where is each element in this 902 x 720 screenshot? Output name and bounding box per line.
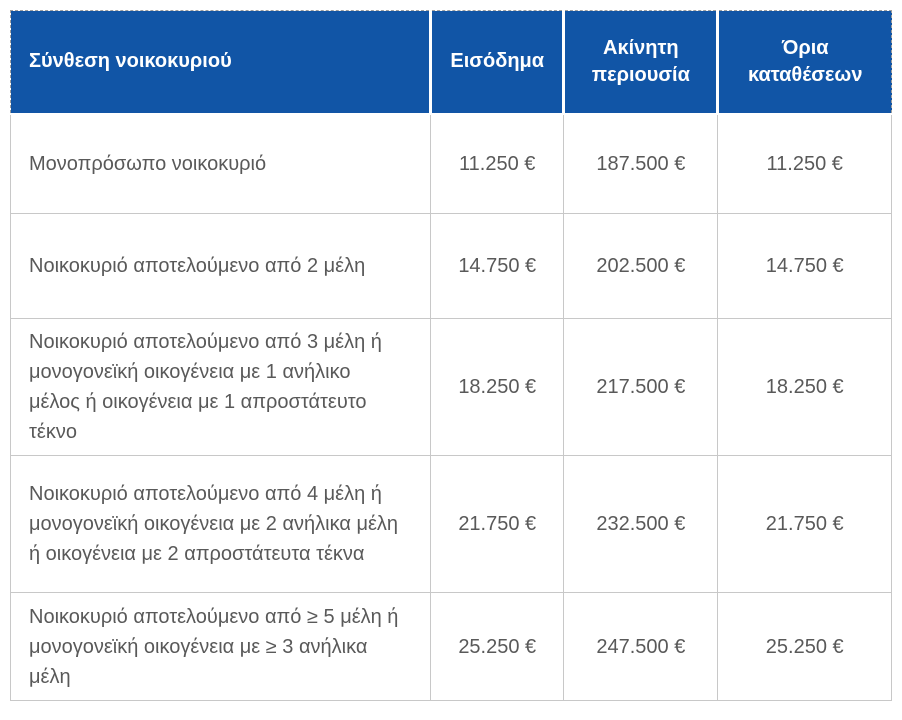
property-cell: 232.500 € — [564, 456, 718, 593]
deposits-cell: 25.250 € — [718, 593, 892, 701]
deposits-cell: 21.750 € — [718, 456, 892, 593]
income-cell: 21.750 € — [431, 456, 564, 593]
table-row — [11, 214, 892, 319]
column-header-deposits: Όρια καταθέσεων — [718, 11, 892, 114]
table-body — [11, 114, 892, 701]
deposits-cell: 18.250 € — [718, 319, 892, 456]
household-cell: Νοικοκυριό αποτελούμενο από 3 μέλη ή μονογονεϊκή οικογένεια με 1 ανήλικο μέλος ή οικογένεια με 1 απροστάτευτο τέκνο — [11, 319, 431, 456]
table-header — [11, 11, 892, 114]
income-cell: 25.250 € — [431, 593, 564, 701]
deposits-cell: 11.250 € — [718, 114, 892, 214]
header-row — [11, 11, 892, 114]
household-cell: Μονοπρόσωπο νοικοκυριό — [11, 114, 431, 214]
income-cell: 11.250 € — [431, 114, 564, 214]
column-header-property: Ακίνητη περιουσία — [564, 11, 718, 114]
column-header-income: Εισόδημα — [431, 11, 564, 114]
household-cell: Νοικοκυριό αποτελούμενο από 4 μέλη ή μονογονεϊκή οικογένεια με 2 ανήλικα μέλη ή οικογένεια με 2 απροστάτευτα τέκνα — [11, 456, 431, 593]
deposits-cell: 14.750 € — [718, 214, 892, 319]
table-row — [11, 319, 892, 456]
property-cell: 247.500 € — [564, 593, 718, 701]
property-cell: 187.500 € — [564, 114, 718, 214]
household-cell: Νοικοκυριό αποτελούμενο από ≥ 5 μέλη ή μονογονεϊκή οικογένεια με ≥ 3 ανήλικα μέλη — [11, 593, 431, 701]
table-row — [11, 593, 892, 701]
column-header-household: Σύνθεση νοικοκυριού — [11, 11, 431, 114]
property-cell: 217.500 € — [564, 319, 718, 456]
table-row — [11, 456, 892, 593]
household-cell: Νοικοκυριό αποτελούμενο από 2 μέλη — [11, 214, 431, 319]
income-cell: 14.750 € — [431, 214, 564, 319]
table-row — [11, 114, 892, 214]
property-cell: 202.500 € — [564, 214, 718, 319]
income-cell: 18.250 € — [431, 319, 564, 456]
income-criteria-table — [10, 10, 892, 701]
